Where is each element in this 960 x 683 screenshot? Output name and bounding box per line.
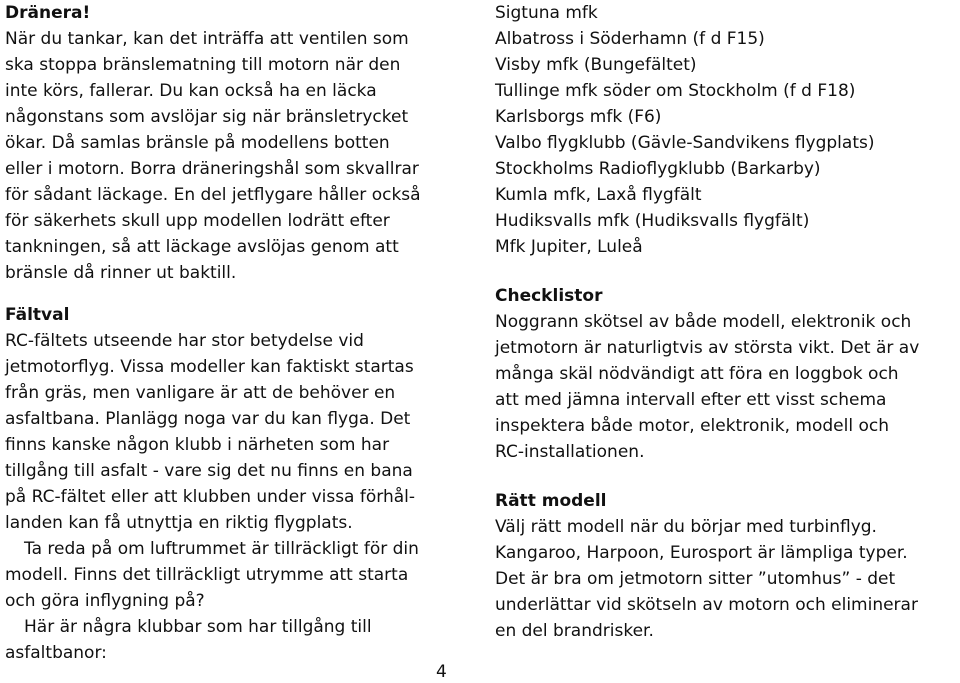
- paragraph-line: från gräs, men vanligare är att de behöver en: [5, 383, 396, 403]
- section-checklistor: [495, 283, 960, 465]
- paragraph-line: tankningen, så att läckage avslöjas genom att: [5, 237, 399, 257]
- club-list-item: Tullinge mfk söder om Stockholm (f d F18): [495, 81, 856, 101]
- paragraph-line: Kangaroo, Harpoon, Eurosport är lämpliga typer.: [495, 543, 908, 563]
- page-number: 4: [436, 662, 447, 682]
- paragraph-line: att med jämna intervall efter ett visst schema: [495, 390, 887, 410]
- paragraph-line: någonstans som avslöjar sig när bränsletrycket: [5, 107, 409, 127]
- paragraph-line: Noggrann skötsel av både modell, elektronik och: [495, 312, 912, 332]
- club-list-item: Karlsborgs mfk (F6): [495, 107, 662, 127]
- club-list-item: Albatross i Söderhamn (f d F15): [495, 29, 765, 49]
- club-list-item: Visby mfk (Bungefältet): [495, 55, 697, 75]
- paragraph-line: på RC-fältet eller att klubben under vissa förhål-: [5, 487, 416, 507]
- paragraph-line: tillgång till asfalt - vare sig det nu finns en bana: [5, 461, 413, 481]
- paragraph-line: underlättar vid skötseln av motorn och eliminerar: [495, 595, 918, 615]
- section-draenera: [5, 0, 465, 286]
- paragraph-line: inspektera både motor, elektronik, modell och: [495, 416, 889, 436]
- paragraph-line: modell. Finns det tillräckligt utrymme att starta: [5, 565, 409, 585]
- paragraph-line: bränsle då rinner ut baktill.: [5, 263, 237, 283]
- paragraph-line: för säkerhets skull upp modellen lodrätt efter: [5, 211, 390, 231]
- paragraph-line: finns kanske någon klubb i närheten som har: [5, 435, 390, 455]
- club-list: [495, 0, 960, 260]
- paragraph-line: asfaltbana. Planlägg noga var du kan flyga. Det: [5, 409, 411, 429]
- paragraph-line: landen kan få utnyttja en riktig flygplats.: [5, 513, 353, 533]
- club-list-item: Mfk Jupiter, Luleå: [495, 237, 643, 257]
- right-column: [495, 0, 960, 644]
- paragraph-line: Här är några klubbar som har tillgång till: [24, 617, 372, 637]
- paragraph-line: och göra inflygning på?: [5, 591, 205, 611]
- club-list-item: Kumla mfk, Laxå flygfält: [495, 185, 702, 205]
- club-list-item: Sigtuna mfk: [495, 3, 598, 23]
- club-list-item: Valbo flygklubb (Gävle-Sandvikens flygplats): [495, 133, 875, 153]
- paragraph-line: jetmotorflyg. Vissa modeller kan faktiskt startas: [5, 357, 414, 377]
- section-heading: Dränera!: [5, 3, 91, 23]
- paragraph-line: ökar. Då samlas bränsle på modellens botten: [5, 133, 390, 153]
- section-heading: Fältval: [5, 305, 70, 325]
- paragraph-line: inte körs, fallerar. Du kan också ha en läcka: [5, 81, 377, 101]
- section-heading: Checklistor: [495, 286, 603, 306]
- left-column: [5, 0, 465, 666]
- paragraph-line: jetmotorn är naturligtvis av största vikt. Det är av: [495, 338, 920, 358]
- paragraph-line: för sådant läckage. En del jetflygare håller också: [5, 185, 421, 205]
- paragraph-line: många skäl nödvändigt att föra en loggbok och: [495, 364, 899, 384]
- paragraph-line: Det är bra om jetmotorn sitter ”utomhus” - det: [495, 569, 896, 589]
- paragraph-line: asfaltbanor:: [5, 643, 107, 663]
- section-faltval: [5, 302, 465, 666]
- club-list-item: Stockholms Radioflygklubb (Barkarby): [495, 159, 821, 179]
- paragraph-line: Välj rätt modell när du börjar med turbinflyg.: [495, 517, 877, 537]
- paragraph-line: RC-installationen.: [495, 442, 645, 462]
- paragraph-line: När du tankar, kan det inträffa att ventilen som: [5, 29, 409, 49]
- paragraph-line: RC-fältets utseende har stor betydelse vid: [5, 331, 364, 351]
- section-ratt-modell: [495, 488, 960, 644]
- club-list-item: Hudiksvalls mfk (Hudiksvalls flygfält): [495, 211, 810, 231]
- paragraph-line: ska stoppa bränslematning till motorn när den: [5, 55, 401, 75]
- paragraph-line: eller i motorn. Borra dräneringshål som skvallrar: [5, 159, 419, 179]
- paragraph-line: Ta reda på om luftrummet är tillräckligt för din: [24, 539, 419, 559]
- section-heading: Rätt modell: [495, 491, 607, 511]
- paragraph-line: en del brandrisker.: [495, 621, 654, 641]
